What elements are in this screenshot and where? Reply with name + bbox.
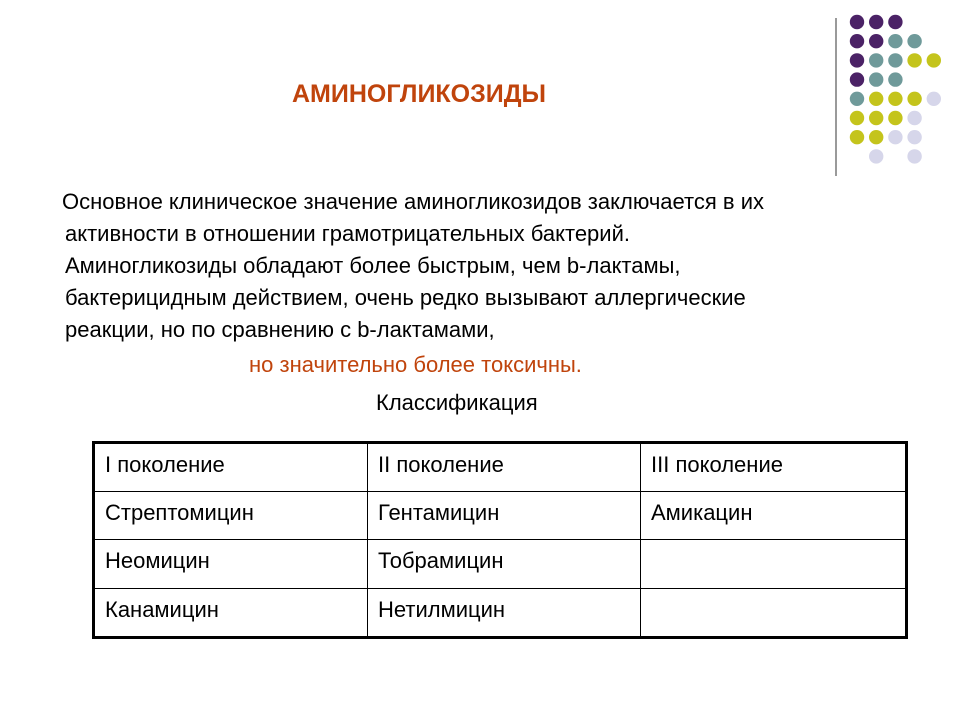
decorative-dot bbox=[869, 34, 883, 48]
table-header-cell: I поколение bbox=[94, 443, 368, 492]
decorative-dot bbox=[927, 92, 941, 106]
classification-heading: Классификация bbox=[376, 390, 538, 415]
decorative-dot bbox=[888, 130, 902, 144]
decorative-dot bbox=[888, 15, 902, 29]
decorative-dot bbox=[869, 149, 883, 163]
table-cell: Неомицин bbox=[94, 540, 368, 588]
body-line: реакции, но по сравнению с b-лактамами, bbox=[65, 317, 495, 342]
decorative-dot bbox=[869, 72, 883, 86]
table-cell bbox=[641, 540, 907, 588]
body-paragraph bbox=[62, 186, 922, 346]
body-line: бактерицидным действием, очень редко вызывают аллергические bbox=[65, 285, 746, 310]
decorative-dot bbox=[907, 130, 921, 144]
body-line: активности в отношении грамотрицательных бактерий. bbox=[65, 221, 630, 246]
table-row bbox=[94, 540, 907, 588]
decorative-dot bbox=[907, 149, 921, 163]
body-line: Основное клиническое значение аминогликозидов заключается в их bbox=[62, 189, 764, 214]
decorative-dot bbox=[888, 111, 902, 125]
table-header-cell: III поколение bbox=[641, 443, 907, 492]
decorative-dot bbox=[888, 72, 902, 86]
decorative-dot bbox=[850, 92, 864, 106]
decorative-dot bbox=[869, 15, 883, 29]
classification-table bbox=[92, 441, 908, 639]
table-cell: Нетилмицин bbox=[368, 588, 641, 637]
decorative-dot bbox=[869, 111, 883, 125]
decorative-dot bbox=[850, 34, 864, 48]
body-line: Аминогликозиды обладают более быстрым, чем b-лактамы, bbox=[65, 253, 681, 278]
slide-title: АМИНОГЛИКОЗИДЫ bbox=[292, 80, 547, 108]
decorative-dot bbox=[927, 53, 941, 67]
decorative-dot bbox=[869, 53, 883, 67]
decorative-dot bbox=[907, 111, 921, 125]
table-header-row bbox=[94, 443, 907, 492]
table-cell: Амикацин bbox=[641, 492, 907, 540]
decorative-dot bbox=[888, 53, 902, 67]
decorative-dot bbox=[850, 53, 864, 67]
table-cell: Стрептомицин bbox=[94, 492, 368, 540]
table-cell: Канамицин bbox=[94, 588, 368, 637]
decorative-dot bbox=[907, 34, 921, 48]
decorative-dot bbox=[850, 111, 864, 125]
table-header-cell: II поколение bbox=[368, 443, 641, 492]
decorative-dot bbox=[888, 92, 902, 106]
decorative-dot bbox=[869, 92, 883, 106]
table-cell bbox=[641, 588, 907, 637]
decorative-dot bbox=[850, 15, 864, 29]
vertical-divider bbox=[835, 18, 837, 176]
table-cell: Тобрамицин bbox=[368, 540, 641, 588]
decorative-dot bbox=[850, 130, 864, 144]
table-row bbox=[94, 492, 907, 540]
table-row bbox=[94, 588, 907, 637]
decorative-dot bbox=[888, 34, 902, 48]
decorative-dot bbox=[850, 72, 864, 86]
table-cell: Гентамицин bbox=[368, 492, 641, 540]
decorative-dot bbox=[907, 92, 921, 106]
toxicity-highlight: но значительно более токсичны. bbox=[249, 352, 582, 377]
decorative-dot bbox=[869, 130, 883, 144]
decorative-dot bbox=[907, 53, 921, 67]
